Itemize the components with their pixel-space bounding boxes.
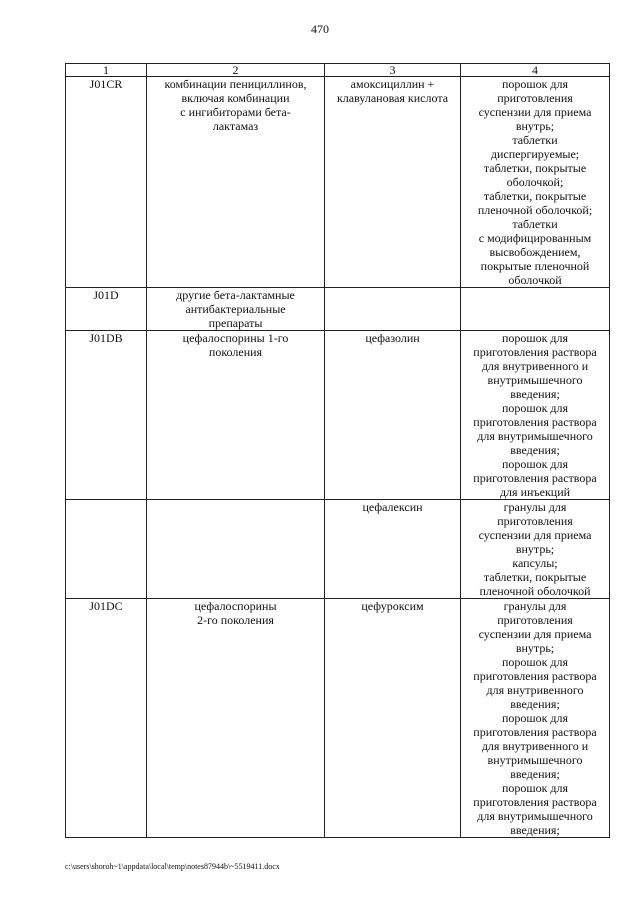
pharmacological-group-cell <box>147 331 325 500</box>
cell-text-line: клавулановая кислота <box>336 91 449 105</box>
column-header-2: 2 <box>147 64 325 77</box>
cell-text-line: для инъекций <box>499 485 571 499</box>
cell-text-line: 2-го поколения <box>197 613 274 627</box>
cell-text-line: поколения <box>208 345 263 359</box>
cell-text-line: включая комбинации <box>181 91 290 105</box>
dosage-forms-cell <box>461 288 610 331</box>
cell-text-line: лактамаз <box>212 119 259 133</box>
cell-text-line: для внутривенного и <box>481 359 589 373</box>
cell-text-line: другие бета-лактамные <box>176 288 295 302</box>
dosage-forms-cell <box>461 77 610 288</box>
column-header-1: 1 <box>66 64 147 77</box>
cell-text-line: оболочкой <box>508 273 562 287</box>
page-number: 470 <box>311 22 329 36</box>
pharmacological-group-cell <box>147 599 325 838</box>
cell-text-line: внутримышечного <box>487 373 583 387</box>
pharmacological-group-cell <box>147 288 325 331</box>
atc-code-cell <box>66 288 147 331</box>
dosage-forms-cell <box>461 331 610 500</box>
pharmacological-group-cell <box>147 500 325 599</box>
cell-text-line: покрытые пленочной <box>480 259 590 273</box>
cell-text-line: таблетки <box>512 133 558 147</box>
document-file-path: c:\users\shoroh~1\appdata\local\temp\notes87944b\~5519411.docx <box>65 862 280 871</box>
dosage-forms-cell <box>461 599 610 838</box>
cell-text-line: таблетки <box>512 217 558 231</box>
cell-text-line: суспензии для приема <box>478 528 592 542</box>
cell-text-line: таблетки, покрытые <box>483 161 587 175</box>
cell-text-line: для внутривенного и <box>481 739 589 753</box>
cell-text-line: введения; <box>510 823 560 837</box>
cell-text-line: J01D <box>93 288 119 302</box>
cell-text-line: для внутримышечного <box>477 809 593 823</box>
cell-text-line: цефалоспорины 1-го <box>182 331 289 345</box>
cell-text-line: введения; <box>510 443 560 457</box>
cell-text-line: с ингибиторами бета- <box>180 105 291 119</box>
column-header-4: 4 <box>461 64 610 77</box>
cell-text-line: порошок для <box>501 711 569 725</box>
cell-text-line: внутрь; <box>515 119 555 133</box>
cell-text-line: цефалексин <box>362 500 423 514</box>
cell-text-line: приготовления раствора <box>473 471 597 485</box>
cell-text-line: введения; <box>510 767 560 781</box>
cell-text-line: для внутримышечного <box>477 429 593 443</box>
cell-text-line: приготовления раствора <box>473 795 597 809</box>
cell-text-line: внутримышечного <box>487 753 583 767</box>
active-substance-cell <box>325 331 461 500</box>
table-row <box>66 599 610 838</box>
cell-text-line: высвобождением, <box>489 245 581 259</box>
cell-text-line: J01DB <box>89 331 123 345</box>
atc-code-cell <box>66 500 147 599</box>
table-row <box>66 77 610 288</box>
active-substance-cell <box>325 599 461 838</box>
cell-text-line: внутрь; <box>515 542 555 556</box>
cell-text-line: гранулы для <box>503 500 567 514</box>
cell-text-line: пленочной оболочкой; <box>477 203 593 217</box>
atc-code-cell <box>66 599 147 838</box>
cell-text-line: приготовления раствора <box>473 725 597 739</box>
active-substance-cell <box>325 500 461 599</box>
cell-text-line: порошок для <box>501 457 569 471</box>
cell-text-line: суспензии для приема <box>478 627 592 641</box>
cell-text-line: диспергируемые; <box>490 147 580 161</box>
cell-text-line: таблетки, покрытые <box>483 189 587 203</box>
cell-text-line: капсулы; <box>512 556 558 570</box>
cell-text-line: приготовления раствора <box>473 345 597 359</box>
cell-text-line: таблетки, покрытые <box>483 570 587 584</box>
cell-text-line: для внутривенного <box>486 683 584 697</box>
atc-code-cell <box>66 331 147 500</box>
cell-text-line: суспензии для приема <box>478 105 592 119</box>
cell-text-line: приготовления <box>497 91 573 105</box>
dosage-forms-cell <box>461 500 610 599</box>
cell-text-line: порошок для <box>501 781 569 795</box>
cell-text-line: приготовления раствора <box>473 415 597 429</box>
cell-text-line: введения; <box>510 387 560 401</box>
table-body <box>66 77 610 838</box>
cell-text-line: внутрь; <box>515 641 555 655</box>
cell-text-line: цефазолин <box>365 331 420 345</box>
cell-text-line: порошок для <box>501 401 569 415</box>
active-substance-cell <box>325 288 461 331</box>
table-row <box>66 331 610 500</box>
cell-text-line: гранулы для <box>503 599 567 613</box>
table-row <box>66 288 610 331</box>
cell-text-line: порошок для <box>501 331 569 345</box>
cell-text-line: оболочкой; <box>506 175 564 189</box>
cell-text-line: приготовления <box>497 613 573 627</box>
cell-text-line: цефуроксим <box>361 599 424 613</box>
cell-text-line: порошок для <box>501 77 569 91</box>
cell-text-line: J01DC <box>89 599 123 613</box>
cell-text-line: препараты <box>208 316 263 330</box>
table-row <box>66 500 610 599</box>
cell-text-line: введения; <box>510 697 560 711</box>
table-header-row <box>66 64 610 77</box>
cell-text-line: приготовления <box>497 514 573 528</box>
cell-text-line: комбинации пенициллинов, <box>164 77 307 91</box>
cell-text-line: антибактериальные <box>185 302 286 316</box>
cell-text-line: порошок для <box>501 655 569 669</box>
pharmacological-group-cell <box>147 77 325 288</box>
cell-text-line: приготовления раствора <box>473 669 597 683</box>
cell-text-line: цефалоспорины <box>194 599 277 613</box>
cell-text-line: с модифицированным <box>478 231 592 245</box>
drug-classification-table <box>65 63 610 838</box>
active-substance-cell <box>325 77 461 288</box>
column-header-3: 3 <box>325 64 461 77</box>
cell-text-line: J01CR <box>89 77 123 91</box>
cell-text-line: пленочной оболочкой <box>479 584 591 598</box>
cell-text-line: амоксициллин + <box>350 77 435 91</box>
atc-code-cell <box>66 77 147 288</box>
